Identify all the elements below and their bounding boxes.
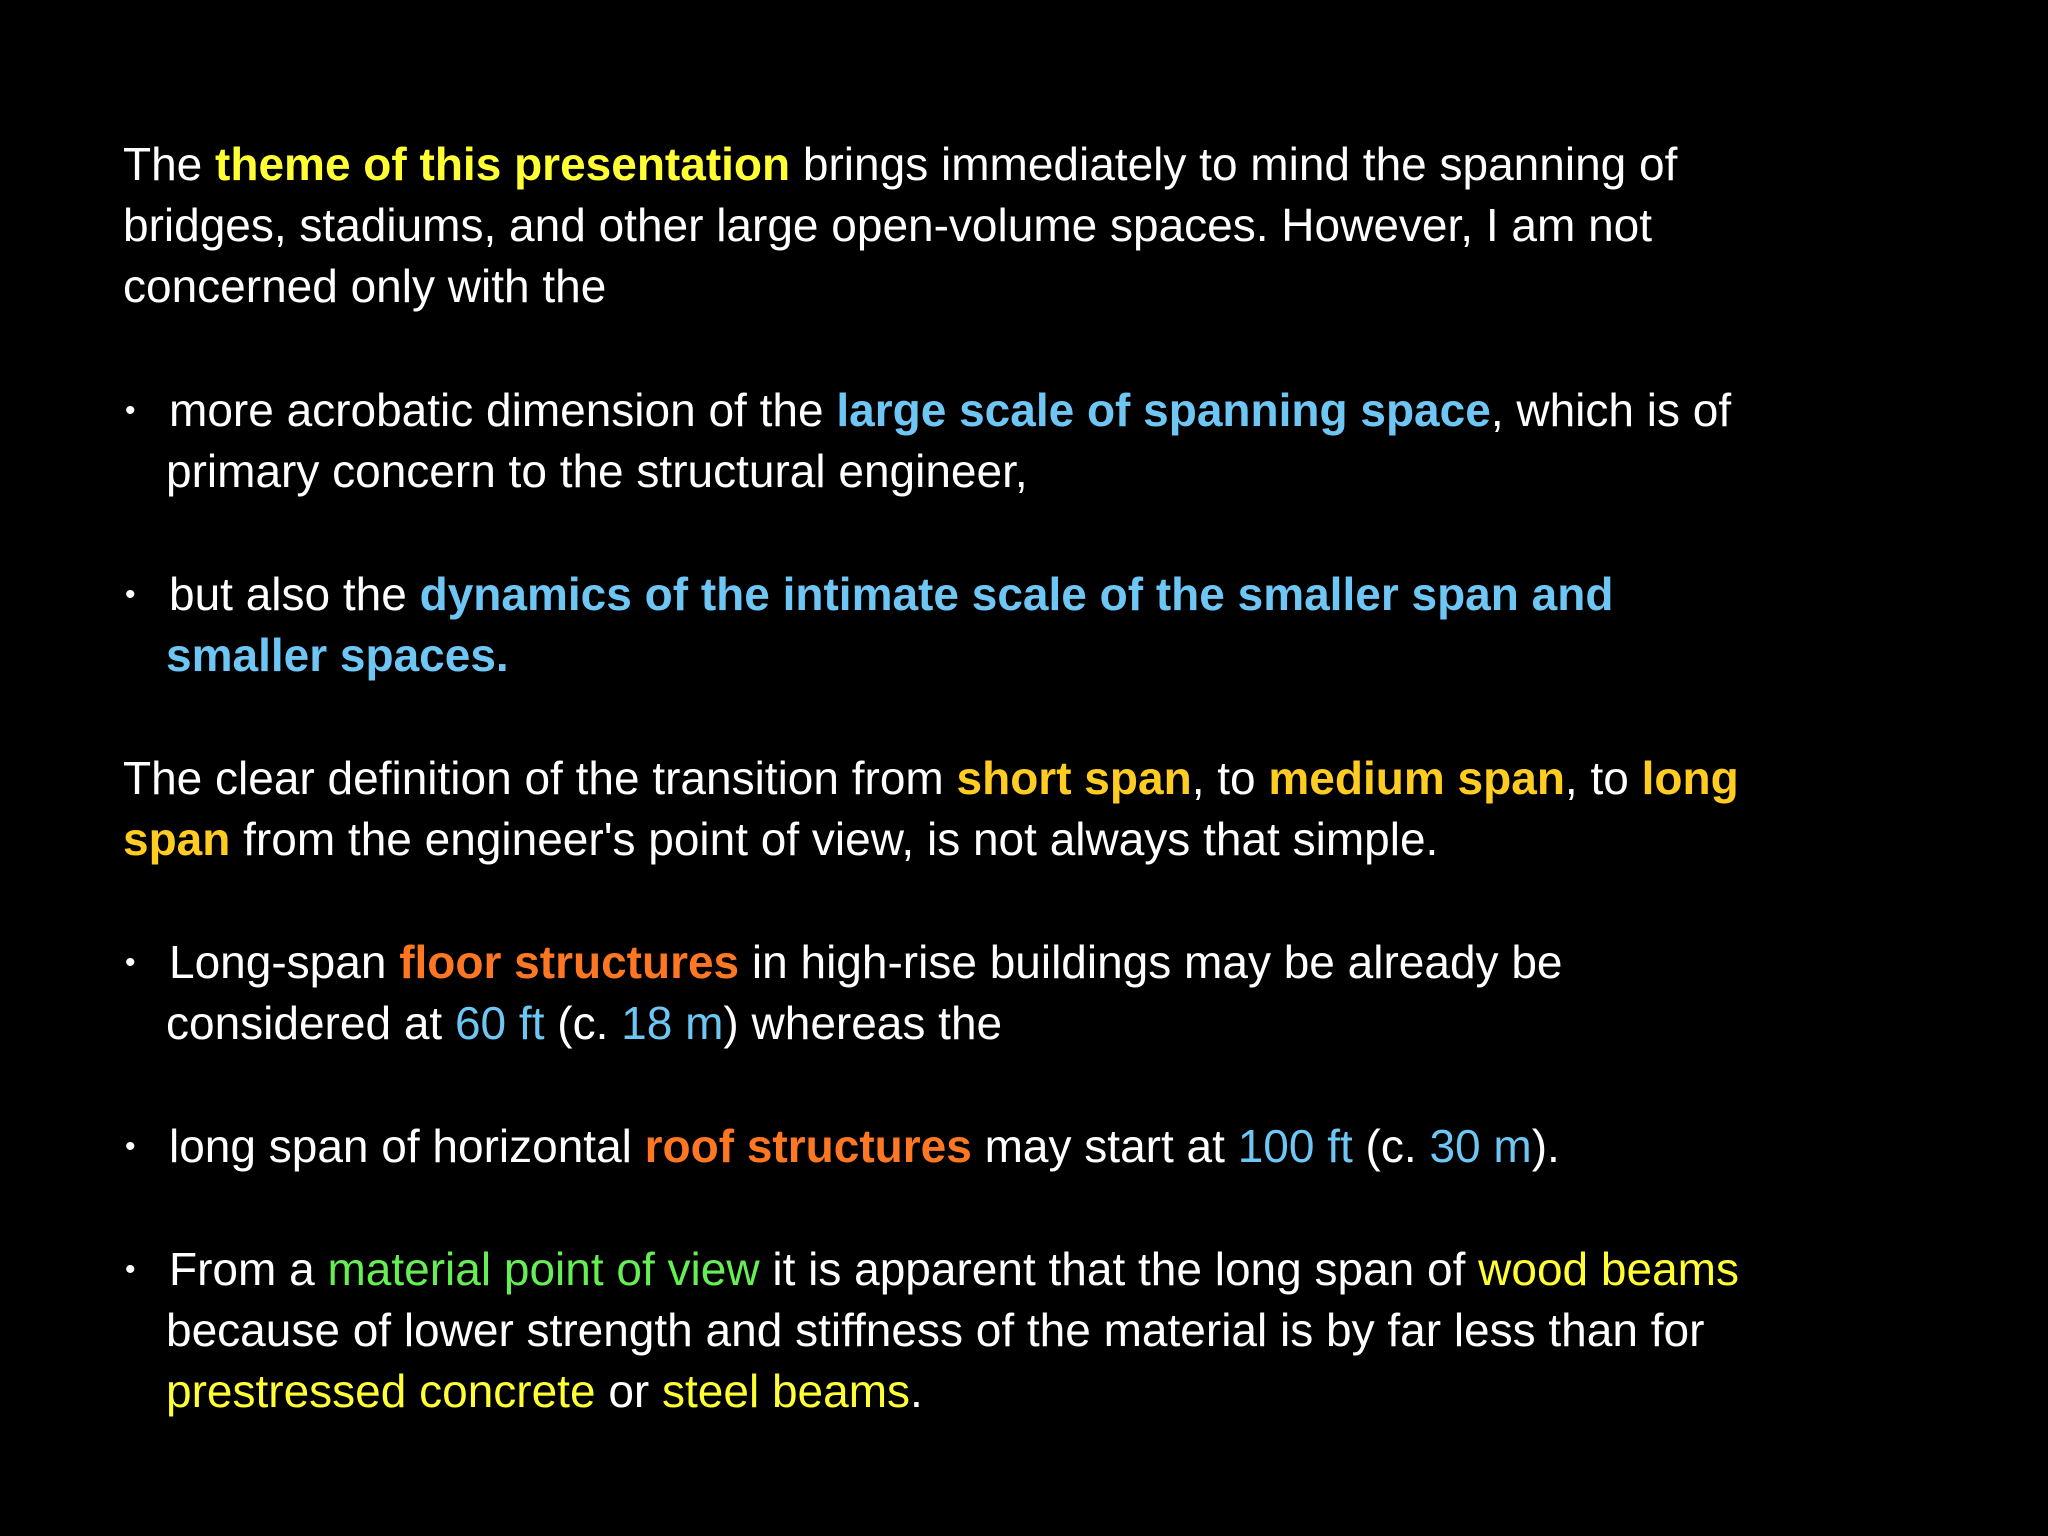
highlight-wood-beams: wood beams [1478, 1243, 1739, 1295]
bullet-5-line-3 [166, 1361, 1739, 1422]
value-30-m: 30 m [1429, 1120, 1532, 1172]
text-run: may start at [971, 1120, 1238, 1172]
para-2-line-2 [123, 809, 1739, 870]
highlight-dynamics: dynamics of the intimate scale of the smaller span and [419, 568, 1614, 620]
text-run: it is apparent that the long span of [759, 1243, 1479, 1295]
highlight-long: long [1641, 752, 1739, 804]
bullet-marker: • [125, 946, 136, 979]
text-run: but also the [169, 568, 420, 620]
highlight-theme: theme of this presentation [215, 138, 791, 190]
text-run: (c. [1352, 1120, 1430, 1172]
bullet-4-line-1 [169, 1116, 1560, 1177]
text-run: considered at [166, 997, 455, 1049]
highlight-floor-structures: floor structures [399, 936, 740, 988]
bullet-item-4 [125, 1116, 1560, 1177]
intro-line-2: bridges, stadiums, and other large open-volume spaces. However, I am not [123, 199, 1653, 251]
value-18-m: 18 m [621, 997, 724, 1049]
bullet-item-2 [125, 564, 1613, 686]
highlight-prestressed-concrete: prestressed concrete [166, 1365, 596, 1417]
intro-line-3: concerned only with the [123, 260, 607, 312]
text-run: , to [1191, 752, 1269, 804]
text-run: in high-rise buildings may be already be [739, 936, 1563, 988]
para-2-line-1 [123, 748, 1739, 809]
highlight-short-span: short span [956, 752, 1192, 804]
bullet-5-line-2: because of lower strength and stiffness of the material is by far less than for [166, 1304, 1705, 1356]
highlight-material-point-of-view: material point of view [327, 1243, 760, 1295]
bullet-item-3 [125, 932, 1563, 1054]
bullet-1-line-2: primary concern to the structural engineer, [166, 445, 1028, 497]
bullet-2-line-1 [169, 564, 1613, 625]
text-run: , to [1564, 752, 1642, 804]
bullet-marker: • [125, 1253, 136, 1286]
text-run: , which is of [1490, 384, 1732, 436]
highlight-steel-beams: steel beams [662, 1365, 911, 1417]
bullet-5-line-1 [169, 1239, 1739, 1300]
intro-paragraph [123, 134, 1677, 317]
bullet-item-5 [125, 1239, 1739, 1422]
bullet-1-line-1 [169, 380, 1731, 441]
text-run: From a [169, 1243, 328, 1295]
text-run: The [123, 138, 216, 190]
bullet-3-line-2 [166, 993, 1563, 1054]
text-run: Long-span [169, 936, 400, 988]
value-60-ft: 60 ft [454, 997, 545, 1049]
bullet-marker: • [125, 394, 136, 427]
bullet-marker: • [125, 578, 136, 611]
text-run: long span of horizontal [169, 1120, 645, 1172]
text-run: or [595, 1365, 663, 1417]
highlight-span: span [123, 813, 231, 865]
bullet-3-line-1 [169, 932, 1563, 993]
span-definition-paragraph [123, 748, 1739, 870]
value-100-ft: 100 ft [1237, 1120, 1353, 1172]
highlight-medium-span: medium span [1268, 752, 1565, 804]
text-run: from the engineer's point of view, is not always that simple. [230, 813, 1439, 865]
text-run: (c. [544, 997, 622, 1049]
bullet-2-line-2: smaller spaces. [166, 629, 509, 681]
bullet-item-1 [125, 380, 1731, 502]
highlight-large-scale: large scale of spanning space [836, 384, 1491, 436]
bullet-marker: • [125, 1130, 136, 1163]
text-run: ). [1531, 1120, 1560, 1172]
text-run: more acrobatic dimension of the [169, 384, 837, 436]
intro-line-1 [123, 134, 1677, 195]
highlight-roof-structures: roof structures [644, 1120, 972, 1172]
text-run: brings immediately to mind the spanning of [790, 138, 1678, 190]
text-run: ) whereas the [723, 997, 1003, 1049]
text-run: . [910, 1365, 923, 1417]
text-run: The clear definition of the transition from [123, 752, 957, 804]
